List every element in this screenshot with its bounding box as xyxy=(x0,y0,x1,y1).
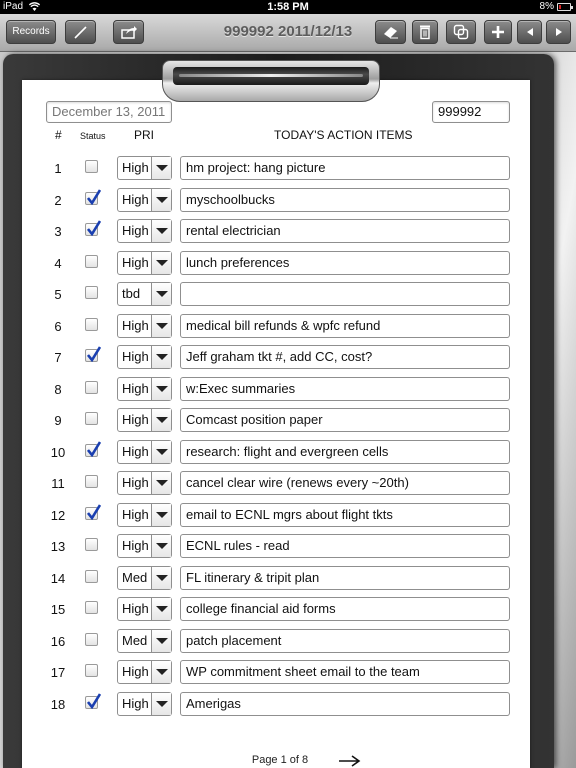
status-checkbox[interactable] xyxy=(85,381,98,394)
priority-select[interactable] xyxy=(117,282,172,306)
dropdown-arrow-icon[interactable] xyxy=(151,441,171,463)
action-item-row xyxy=(0,377,576,401)
dropdown-arrow-icon[interactable] xyxy=(151,630,171,652)
priority-value: High xyxy=(122,443,149,459)
export-icon xyxy=(120,24,138,40)
status-checkbox[interactable] xyxy=(85,664,98,677)
plus-icon xyxy=(491,25,505,39)
clipboard-clip xyxy=(162,60,380,102)
dropdown-arrow-icon[interactable] xyxy=(151,283,171,305)
status-checkbox[interactable] xyxy=(85,318,98,331)
priority-select[interactable] xyxy=(117,440,172,464)
action-item-field[interactable]: medical bill refunds & wpfc refund xyxy=(180,314,510,338)
status-checkbox[interactable] xyxy=(85,444,98,457)
status-checkbox[interactable] xyxy=(85,601,98,614)
row-number: 14 xyxy=(50,570,66,586)
status-checkbox[interactable] xyxy=(85,507,98,520)
action-item-field[interactable]: hm project: hang picture xyxy=(180,156,510,180)
dropdown-arrow-icon[interactable] xyxy=(151,504,171,526)
status-bar xyxy=(0,0,576,14)
priority-value: tbd xyxy=(122,286,141,301)
action-item-row xyxy=(0,471,576,495)
dropdown-arrow-icon[interactable] xyxy=(151,535,171,557)
row-number: 11 xyxy=(51,476,65,491)
status-checkbox[interactable] xyxy=(85,160,98,173)
status-checkbox[interactable] xyxy=(85,255,98,268)
status-column-header: Status xyxy=(80,131,106,141)
prev-icon xyxy=(526,28,534,36)
action-item-row xyxy=(0,345,576,369)
status-checkbox[interactable] xyxy=(85,633,98,646)
row-number: 12 xyxy=(50,507,66,523)
row-number: 13 xyxy=(50,539,66,554)
priority-select[interactable] xyxy=(117,377,172,401)
date-field[interactable]: December 13, 2011 xyxy=(46,101,172,123)
priority-select[interactable] xyxy=(117,534,172,558)
action-item-row xyxy=(0,503,576,527)
status-checkbox[interactable] xyxy=(85,538,98,551)
action-item-row xyxy=(0,566,576,590)
pen-button[interactable] xyxy=(65,20,96,44)
action-item-field[interactable]: w:Exec summaries xyxy=(180,377,510,401)
priority-value: High xyxy=(122,317,149,333)
action-item-row xyxy=(0,282,576,306)
row-number: 2 xyxy=(54,192,62,208)
action-item-field[interactable]: research: flight and evergreen cells xyxy=(180,440,510,464)
record-title: 999992 2011/12/13 xyxy=(223,23,353,40)
action-item-row xyxy=(0,251,576,275)
row-number: 17 xyxy=(50,665,66,680)
priority-value: Med xyxy=(122,632,148,648)
priority-select[interactable] xyxy=(117,629,172,653)
dropdown-arrow-icon[interactable] xyxy=(151,409,171,431)
action-item-field[interactable]: WP commitment sheet email to the team xyxy=(180,660,510,684)
checkmark-icon xyxy=(87,189,101,205)
priority-select[interactable] xyxy=(117,692,172,716)
row-number: 5 xyxy=(54,287,62,302)
action-item-field[interactable]: myschoolbucks xyxy=(180,188,510,212)
next-record-button[interactable] xyxy=(546,20,571,44)
status-checkbox[interactable] xyxy=(85,696,98,709)
priority-value: High xyxy=(122,223,149,238)
copy-icon xyxy=(453,24,469,40)
row-number: 4 xyxy=(54,255,62,271)
action-item-field[interactable]: Jeff graham tkt #, add CC, cost? xyxy=(180,345,510,369)
priority-value: High xyxy=(122,664,149,679)
priority-value: High xyxy=(122,380,149,396)
trash-icon xyxy=(419,25,431,40)
status-checkbox[interactable] xyxy=(85,412,98,425)
priority-value: High xyxy=(122,160,149,175)
priority-select[interactable] xyxy=(117,219,172,243)
priority-value: High xyxy=(122,695,149,711)
action-item-row xyxy=(0,629,576,653)
priority-value: High xyxy=(122,254,149,270)
priority-select[interactable] xyxy=(117,408,172,432)
row-number: 3 xyxy=(54,224,62,239)
action-item-field[interactable]: FL itinerary & tripit plan xyxy=(180,566,510,590)
checkmark-icon xyxy=(87,220,101,236)
device-label: iPad xyxy=(3,1,24,12)
priority-select[interactable] xyxy=(117,471,172,495)
records-button[interactable]: Records xyxy=(6,20,56,44)
add-record-button[interactable] xyxy=(484,20,512,44)
action-item-field[interactable]: ECNL rules - read xyxy=(180,534,510,558)
action-item-field[interactable]: college financial aid forms xyxy=(180,597,510,621)
status-checkbox[interactable] xyxy=(85,475,98,488)
dropdown-arrow-icon[interactable] xyxy=(151,346,171,368)
num-column-header: # xyxy=(55,128,62,142)
export-button[interactable] xyxy=(113,20,144,44)
action-item-field[interactable]: Amerigas xyxy=(180,692,510,716)
action-item-row xyxy=(0,534,576,558)
checkmark-icon xyxy=(87,693,101,709)
battery-percent: 8% xyxy=(539,1,554,12)
priority-value: High xyxy=(122,349,149,364)
action-item-field[interactable] xyxy=(180,282,510,306)
dropdown-arrow-icon[interactable] xyxy=(151,220,171,242)
record-id-field[interactable]: 999992 xyxy=(432,101,510,123)
priority-column-header: PRI xyxy=(134,128,155,142)
row-number: 18 xyxy=(50,696,66,712)
row-number: 1 xyxy=(54,161,62,176)
action-item-row xyxy=(0,597,576,621)
action-item-row xyxy=(0,219,576,243)
clock: 1:58 PM xyxy=(267,1,309,13)
pen-icon xyxy=(73,24,89,40)
eraser-button[interactable] xyxy=(375,20,406,44)
action-item-field[interactable]: email to ECNL mgrs about flight tkts xyxy=(180,503,510,527)
action-item-row xyxy=(0,156,576,180)
row-number: 6 xyxy=(54,318,62,334)
priority-value: High xyxy=(122,412,149,427)
priority-select[interactable] xyxy=(117,156,172,180)
row-number: 10 xyxy=(50,444,66,460)
status-checkbox[interactable] xyxy=(85,570,98,583)
priority-value: High xyxy=(122,538,149,553)
dropdown-arrow-icon[interactable] xyxy=(151,567,171,589)
page-indicator: Page 1 of 8 xyxy=(251,754,309,766)
action-item-field[interactable]: rental electrician xyxy=(180,219,510,243)
row-number: 9 xyxy=(54,413,62,428)
priority-select[interactable] xyxy=(117,314,172,338)
priority-value: High xyxy=(122,191,149,207)
priority-select[interactable] xyxy=(117,566,172,590)
priority-value: High xyxy=(122,601,149,616)
action-item-row xyxy=(0,692,576,716)
checkmark-icon xyxy=(87,504,101,520)
eraser-icon xyxy=(382,25,400,39)
dropdown-arrow-icon[interactable] xyxy=(151,252,171,274)
row-number: 8 xyxy=(54,381,62,397)
checkmark-icon xyxy=(87,441,101,457)
priority-value: Med xyxy=(122,569,148,585)
dropdown-arrow-icon[interactable] xyxy=(151,693,171,715)
status-checkbox[interactable] xyxy=(85,349,98,362)
action-item-row xyxy=(0,440,576,464)
action-item-row xyxy=(0,408,576,432)
battery-icon xyxy=(557,3,571,11)
action-item-field[interactable]: cancel clear wire (renews every ~20th) xyxy=(180,471,510,495)
delete-button[interactable] xyxy=(412,20,438,44)
priority-select[interactable] xyxy=(117,503,172,527)
status-checkbox[interactable] xyxy=(85,192,98,205)
checkmark-icon xyxy=(87,346,101,362)
row-number: 7 xyxy=(54,350,62,365)
dropdown-arrow-icon[interactable] xyxy=(151,472,171,494)
dropdown-arrow-icon[interactable] xyxy=(151,157,171,179)
toolbar xyxy=(0,14,576,52)
status-checkbox[interactable] xyxy=(85,286,98,299)
next-icon xyxy=(555,28,563,36)
priority-value: High xyxy=(122,506,149,522)
dropdown-arrow-icon[interactable] xyxy=(151,315,171,337)
priority-select[interactable] xyxy=(117,597,172,621)
priority-select[interactable] xyxy=(117,345,172,369)
action-item-field[interactable]: lunch preferences xyxy=(180,251,510,275)
dropdown-arrow-icon[interactable] xyxy=(151,598,171,620)
duplicate-button[interactable] xyxy=(446,20,476,44)
priority-select[interactable] xyxy=(117,660,172,684)
action-item-row xyxy=(0,188,576,212)
priority-select[interactable] xyxy=(117,188,172,212)
priority-value: High xyxy=(122,475,149,490)
dropdown-arrow-icon[interactable] xyxy=(151,378,171,400)
action-item-row xyxy=(0,314,576,338)
dropdown-arrow-icon[interactable] xyxy=(151,189,171,211)
status-checkbox[interactable] xyxy=(85,223,98,236)
action-items-header: TODAY'S ACTION ITEMS xyxy=(274,128,413,142)
previous-record-button[interactable] xyxy=(517,20,542,44)
priority-select[interactable] xyxy=(117,251,172,275)
row-number: 16 xyxy=(50,633,66,649)
action-item-row xyxy=(0,660,576,684)
next-page-arrow-icon[interactable] xyxy=(338,754,362,768)
action-item-field[interactable]: patch placement xyxy=(180,629,510,653)
action-item-field[interactable]: Comcast position paper xyxy=(180,408,510,432)
pager xyxy=(0,752,576,768)
row-number: 15 xyxy=(50,602,66,617)
dropdown-arrow-icon[interactable] xyxy=(151,661,171,683)
